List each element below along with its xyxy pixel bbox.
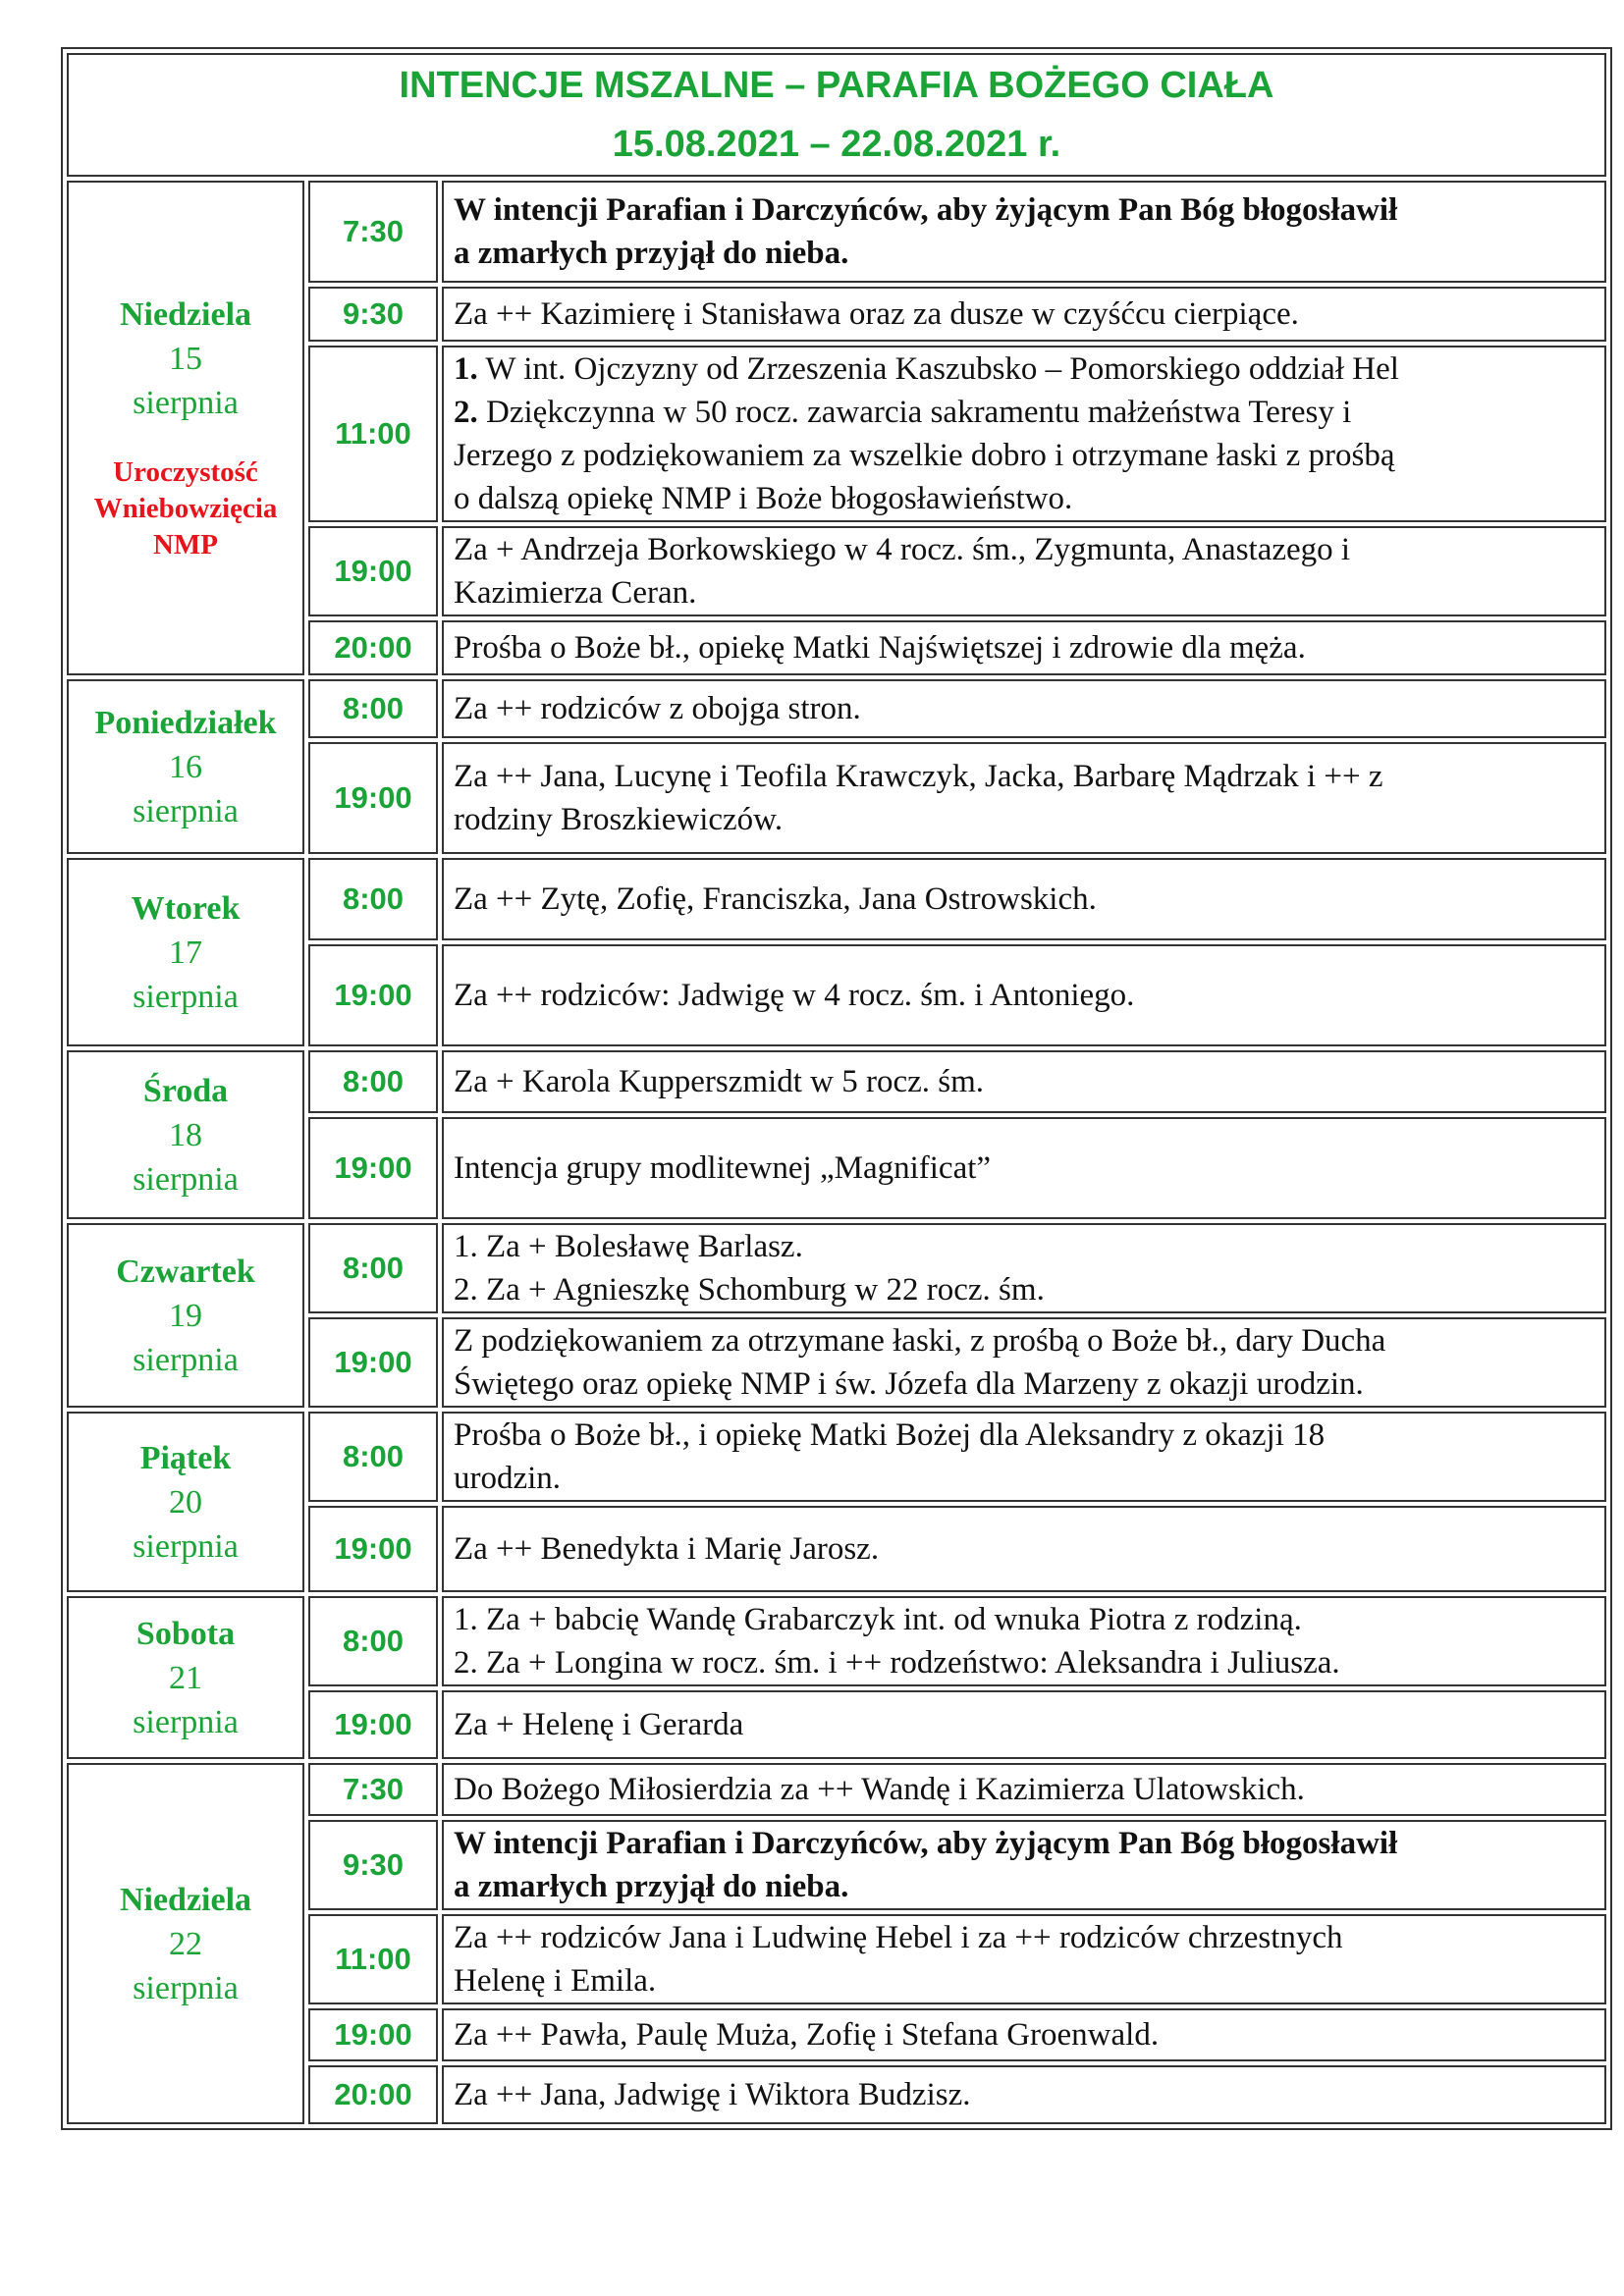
intention-line: Do Bożego Miłosierdzia za ++ Wandę i Kazimierza Ulatowskich. bbox=[454, 1772, 1305, 1807]
day-number: 20 bbox=[169, 1483, 202, 1521]
intention-number: 2. bbox=[454, 395, 478, 430]
intention-line: Za ++ Zytę, Zofię, Franciszka, Jana Ostrowskich. bbox=[454, 881, 1097, 917]
day-number: 17 bbox=[169, 934, 202, 971]
intention-line: 1. Za + Bolesławę Barlasz. bbox=[454, 1229, 803, 1264]
day-month: sierpnia bbox=[133, 1969, 239, 2006]
mass-time: 19:00 bbox=[308, 2008, 438, 2061]
mass-intention bbox=[442, 346, 1606, 522]
mass-row bbox=[67, 1596, 1606, 1686]
intention-line: Za + Helenę i Gerarda bbox=[454, 1707, 744, 1742]
mass-intention bbox=[442, 1596, 1606, 1686]
day-name: Sobota bbox=[135, 1615, 236, 1652]
intention-line: Za + Andrzeja Borkowskiego w 4 rocz. śm., Zygmunta, Anastazego i bbox=[454, 532, 1351, 567]
mass-time: 8:00 bbox=[308, 1223, 438, 1313]
mass-time: 8:00 bbox=[308, 679, 438, 738]
day-name: Środa bbox=[142, 1072, 229, 1109]
intention-line: Świętego oraz opiekę NMP i św. Józefa dla Marzeny z okazji urodzin. bbox=[454, 1366, 1364, 1402]
mass-time: 19:00 bbox=[308, 1690, 438, 1759]
mass-intention bbox=[442, 1820, 1606, 1910]
mass-row bbox=[67, 1050, 1606, 1113]
day-name: Poniedziałek bbox=[94, 704, 277, 741]
day-number: 15 bbox=[169, 341, 202, 377]
intention-line: Prośba o Boże bł., i opiekę Matki Bożej dla Aleksandry z okazji 18 bbox=[454, 1417, 1326, 1453]
mass-intention bbox=[442, 181, 1606, 283]
mass-time: 8:00 bbox=[308, 1596, 438, 1686]
intention-line: 1. Za + babcię Wandę Grabarczyk int. od wnuka Piotra z rodziną. bbox=[454, 1602, 1302, 1637]
intention-text: W int. Ojczyzny od Zrzeszenia Kaszubsko – Pomorskiego oddział Hel bbox=[477, 351, 1399, 387]
intention-line bbox=[454, 391, 1597, 434]
intention-line: Za ++ Jana, Lucynę i Teofila Krawczyk, Jacka, Barbarę Mądrzak i ++ z bbox=[454, 759, 1383, 794]
mass-intention bbox=[442, 2065, 1606, 2124]
mass-intention bbox=[442, 1412, 1606, 1502]
mass-time: 11:00 bbox=[308, 346, 438, 522]
mass-time: 9:30 bbox=[308, 1820, 438, 1910]
day-month: sierpnia bbox=[133, 792, 239, 829]
intention-line: urodzin. bbox=[454, 1461, 562, 1496]
mass-row bbox=[67, 1763, 1606, 1816]
intention-line: Jerzego z podziękowaniem za wszelkie dobro i otrzymane łaski z prośbą bbox=[454, 438, 1395, 473]
intention-line: Intencja grupy modlitewnej „Magnificat” bbox=[454, 1150, 992, 1186]
mass-intention bbox=[442, 2008, 1606, 2061]
intention-number: 1. bbox=[454, 351, 478, 387]
title-line-2: 15.08.2021 – 22.08.2021 r. bbox=[612, 124, 1061, 165]
document-title bbox=[67, 53, 1606, 177]
mass-time: 19:00 bbox=[308, 742, 438, 854]
feast-line: NMP bbox=[152, 529, 219, 561]
day-cell bbox=[67, 858, 304, 1046]
mass-intention bbox=[442, 944, 1606, 1046]
intention-line: Helenę i Emila. bbox=[454, 1963, 657, 1999]
intention-line: Za ++ rodziców Jana i Ludwinę Hebel i za ++ rodziców chrzestnych bbox=[454, 1920, 1343, 1955]
mass-time: 7:30 bbox=[308, 1763, 438, 1816]
mass-time: 19:00 bbox=[308, 1506, 438, 1592]
day-number: 16 bbox=[169, 748, 202, 785]
day-month: sierpnia bbox=[133, 1527, 239, 1565]
intention-line: 2. Za + Agnieszkę Schomburg w 22 rocz. śm. bbox=[454, 1272, 1045, 1308]
mass-time: 7:30 bbox=[308, 181, 438, 283]
mass-intention bbox=[442, 1763, 1606, 1816]
intention-line bbox=[454, 347, 1597, 391]
mass-row bbox=[67, 181, 1606, 283]
feast-label bbox=[69, 454, 302, 563]
day-month: sierpnia bbox=[133, 385, 239, 421]
mass-intention bbox=[442, 1050, 1606, 1113]
day-name: Niedziela bbox=[119, 1881, 252, 1918]
mass-intention bbox=[442, 620, 1606, 675]
intention-line: a zmarłych przyjął do nieba. bbox=[454, 236, 849, 271]
intention-line: Za ++ rodziców z obojga stron. bbox=[454, 691, 861, 726]
day-name: Wtorek bbox=[131, 889, 241, 927]
mass-intention bbox=[442, 1506, 1606, 1592]
mass-intentions-table bbox=[61, 47, 1612, 2130]
mass-time: 20:00 bbox=[308, 620, 438, 675]
intention-line: Za ++ rodziców: Jadwigę w 4 rocz. śm. i Antoniego. bbox=[454, 978, 1135, 1013]
feast-line: Wniebowzięcia bbox=[93, 493, 278, 524]
intention-line: W intencji Parafian i Darczyńców, aby żyjącym Pan Bóg błogosławił bbox=[454, 192, 1398, 228]
mass-time: 19:00 bbox=[308, 1117, 438, 1219]
title-line-1: INTENCJE MSZALNE – PARAFIA BOŻEGO CIAŁA bbox=[399, 65, 1274, 106]
day-number: 21 bbox=[169, 1659, 202, 1696]
mass-row bbox=[67, 1223, 1606, 1313]
mass-intention bbox=[442, 679, 1606, 738]
intention-line: rodziny Broszkiewiczów. bbox=[454, 802, 784, 837]
intention-line: o dalszą opiekę NMP i Boże błogosławieństwo. bbox=[454, 481, 1073, 516]
mass-time: 8:00 bbox=[308, 1050, 438, 1113]
mass-time: 9:30 bbox=[308, 287, 438, 342]
mass-time: 19:00 bbox=[308, 1317, 438, 1408]
day-cell bbox=[67, 181, 304, 675]
day-number: 22 bbox=[169, 1925, 202, 1962]
intention-line: Za ++ Kazimierę i Stanisława oraz za dusze w czyśćcu cierpiące. bbox=[454, 296, 1299, 332]
mass-intention bbox=[442, 1223, 1606, 1313]
day-cell bbox=[67, 679, 304, 854]
day-name: Piątek bbox=[139, 1439, 232, 1476]
intention-line: W intencji Parafian i Darczyńców, aby żyjącym Pan Bóg błogosławił bbox=[454, 1826, 1398, 1861]
day-cell bbox=[67, 1050, 304, 1219]
intention-line: Z podziękowaniem za otrzymane łaski, z prośbą o Boże bł., dary Ducha bbox=[454, 1323, 1386, 1359]
day-cell bbox=[67, 1763, 304, 2124]
intention-line: Za ++ Pawła, Paulę Muża, Zofię i Stefana Groenwald. bbox=[454, 2017, 1160, 2053]
title-row bbox=[67, 53, 1606, 177]
day-name: Czwartek bbox=[116, 1253, 255, 1290]
day-cell bbox=[67, 1223, 304, 1408]
day-cell bbox=[67, 1412, 304, 1592]
mass-time: 8:00 bbox=[308, 858, 438, 940]
day-name: Niedziela bbox=[119, 296, 252, 333]
day-number: 19 bbox=[169, 1297, 202, 1334]
mass-row bbox=[67, 858, 1606, 940]
intention-line: Kazimierza Ceran. bbox=[454, 575, 697, 611]
mass-intention bbox=[442, 1690, 1606, 1759]
mass-time: 11:00 bbox=[308, 1914, 438, 2004]
mass-intention bbox=[442, 1317, 1606, 1408]
day-cell bbox=[67, 1596, 304, 1759]
mass-time: 20:00 bbox=[308, 2065, 438, 2124]
intention-text: Dziękczynna w 50 rocz. zawarcia sakramentu małżeństwa Teresy i bbox=[477, 395, 1352, 430]
mass-intention bbox=[442, 1117, 1606, 1219]
day-number: 18 bbox=[169, 1116, 202, 1153]
mass-intention bbox=[442, 287, 1606, 342]
mass-time: 8:00 bbox=[308, 1412, 438, 1502]
mass-time: 19:00 bbox=[308, 944, 438, 1046]
intention-line: Za + Karola Kupperszmidt w 5 rocz. śm. bbox=[454, 1064, 985, 1099]
mass-time: 19:00 bbox=[308, 526, 438, 616]
document-page bbox=[61, 47, 1612, 2130]
mass-row bbox=[67, 1412, 1606, 1502]
intention-line: Za ++ Benedykta i Marię Jarosz. bbox=[454, 1531, 880, 1567]
day-month: sierpnia bbox=[133, 1160, 239, 1198]
day-month: sierpnia bbox=[133, 1341, 239, 1378]
day-month: sierpnia bbox=[133, 978, 239, 1015]
mass-intention bbox=[442, 526, 1606, 616]
intention-line: a zmarłych przyjął do nieba. bbox=[454, 1869, 849, 1904]
feast-line: Uroczystość bbox=[113, 456, 258, 488]
intention-line: Prośba o Boże bł., opiekę Matki Najświętszej i zdrowie dla męża. bbox=[454, 630, 1306, 666]
mass-intention bbox=[442, 742, 1606, 854]
day-month: sierpnia bbox=[133, 1703, 239, 1740]
mass-intention bbox=[442, 1914, 1606, 2004]
intention-line: 2. Za + Longina w rocz. śm. i ++ rodzeństwo: Aleksandra i Juliusza. bbox=[454, 1645, 1340, 1681]
intention-line: Za ++ Jana, Jadwigę i Wiktora Budzisz. bbox=[454, 2077, 971, 2112]
mass-intention bbox=[442, 858, 1606, 940]
mass-row bbox=[67, 679, 1606, 738]
